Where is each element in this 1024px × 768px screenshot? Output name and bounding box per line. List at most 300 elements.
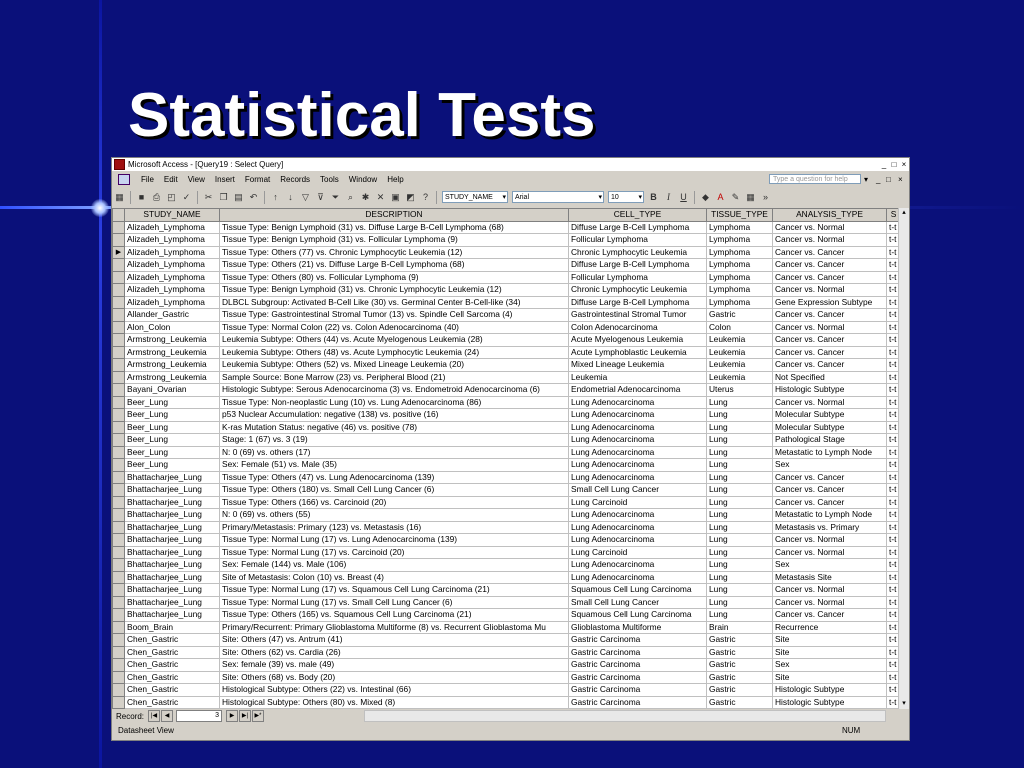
cell-description[interactable]: K-ras Mutation Status: negative (46) vs. positive (78) bbox=[220, 421, 569, 434]
cell-study-name[interactable]: Bhattacharjee_Lung bbox=[125, 534, 220, 547]
cell-s[interactable]: t-t bbox=[887, 646, 901, 659]
row-selector[interactable] bbox=[113, 484, 125, 497]
cell-analysis-type[interactable]: Cancer vs. Cancer bbox=[773, 484, 887, 497]
cell-s[interactable]: t-t bbox=[887, 509, 901, 522]
cell-s[interactable]: t-t bbox=[887, 559, 901, 572]
cell-cell-type[interactable]: Squamous Cell Lung Carcinoma bbox=[569, 609, 707, 622]
cell-s[interactable]: t-t bbox=[887, 621, 901, 634]
cell-study-name[interactable]: Bhattacharjee_Lung bbox=[125, 584, 220, 597]
cell-description[interactable]: p53 Nuclear Accumulation: negative (138) vs. positive (16) bbox=[220, 409, 569, 422]
cell-cell-type[interactable]: Diffuse Large B-Cell Lymphoma bbox=[569, 296, 707, 309]
cell-description[interactable]: Site: Others (62) vs. Cardia (26) bbox=[220, 646, 569, 659]
cell-s[interactable]: t-t bbox=[887, 334, 901, 347]
row-selector[interactable] bbox=[113, 321, 125, 334]
cell-cell-type[interactable]: Lung Adenocarcinoma bbox=[569, 571, 707, 584]
cell-description[interactable]: Tissue Type: Others (165) vs. Squamous Cell Lung Carcinoma (21) bbox=[220, 609, 569, 622]
cell-study-name[interactable]: Beer_Lung bbox=[125, 421, 220, 434]
cell-tissue-type[interactable]: Lung bbox=[707, 609, 773, 622]
cell-description[interactable]: Tissue Type: Normal Colon (22) vs. Colon Adenocarcinoma (40) bbox=[220, 321, 569, 334]
cell-description[interactable]: N: 0 (69) vs. others (17) bbox=[220, 446, 569, 459]
cell-tissue-type[interactable]: Gastric bbox=[707, 671, 773, 684]
bold-button[interactable]: B bbox=[650, 191, 657, 202]
cell-s[interactable]: t-t bbox=[887, 446, 901, 459]
cell-analysis-type[interactable]: Cancer vs. Cancer bbox=[773, 609, 887, 622]
cell-s[interactable]: t-t bbox=[887, 296, 901, 309]
table-row[interactable] bbox=[113, 446, 901, 459]
cell-s[interactable]: t-t bbox=[887, 609, 901, 622]
row-selector[interactable] bbox=[113, 434, 125, 447]
table-row[interactable] bbox=[113, 584, 901, 597]
cell-description[interactable]: Sex: Female (144) vs. Male (106) bbox=[220, 559, 569, 572]
table-row[interactable] bbox=[113, 234, 901, 247]
cell-analysis-type[interactable]: Cancer vs. Normal bbox=[773, 596, 887, 609]
cell-analysis-type[interactable]: Cancer vs. Normal bbox=[773, 534, 887, 547]
cell-analysis-type[interactable]: Site bbox=[773, 646, 887, 659]
cell-study-name[interactable]: Armstrong_Leukemia bbox=[125, 346, 220, 359]
table-row[interactable] bbox=[113, 371, 901, 384]
cell-s[interactable]: t-t bbox=[887, 271, 901, 284]
cell-cell-type[interactable]: Acute Lymphoblastic Leukemia bbox=[569, 346, 707, 359]
cell-tissue-type[interactable]: Lymphoma bbox=[707, 271, 773, 284]
cell-s[interactable]: t-t bbox=[887, 471, 901, 484]
filter-icon[interactable]: ▽ bbox=[302, 191, 309, 202]
cell-tissue-type[interactable]: Leukemia bbox=[707, 334, 773, 347]
row-selector[interactable] bbox=[113, 696, 125, 709]
table-row[interactable] bbox=[113, 221, 901, 234]
menu-window[interactable]: Window bbox=[348, 175, 378, 184]
cell-tissue-type[interactable]: Colon bbox=[707, 321, 773, 334]
font-color-icon[interactable]: A bbox=[717, 191, 724, 202]
cell-study-name[interactable]: Bhattacharjee_Lung bbox=[125, 471, 220, 484]
menu-help[interactable]: Help bbox=[387, 175, 404, 184]
cell-description[interactable]: Tissue Type: Normal Lung (17) vs. Carcinoid (20) bbox=[220, 546, 569, 559]
last-record-button[interactable]: ▶| bbox=[239, 710, 251, 722]
column-header-description[interactable]: DESCRIPTION bbox=[220, 209, 569, 222]
cell-tissue-type[interactable]: Lung bbox=[707, 546, 773, 559]
table-row[interactable] bbox=[113, 496, 901, 509]
cell-analysis-type[interactable]: Cancer vs. Cancer bbox=[773, 496, 887, 509]
new-record-icon[interactable]: ✱ bbox=[361, 191, 370, 202]
cell-tissue-type[interactable]: Lymphoma bbox=[707, 221, 773, 234]
cell-description[interactable]: N: 0 (69) vs. others (55) bbox=[220, 509, 569, 522]
font-size-select[interactable]: 10 ▾ bbox=[608, 191, 644, 203]
cell-cell-type[interactable]: Diffuse Large B-Cell Lymphoma bbox=[569, 259, 707, 272]
cell-study-name[interactable]: Boom_Brain bbox=[125, 621, 220, 634]
cell-cell-type[interactable]: Lung Adenocarcinoma bbox=[569, 521, 707, 534]
row-selector[interactable] bbox=[113, 259, 125, 272]
table-row[interactable] bbox=[113, 396, 901, 409]
table-row[interactable] bbox=[113, 484, 901, 497]
cell-study-name[interactable]: Beer_Lung bbox=[125, 396, 220, 409]
cell-analysis-type[interactable]: Metastasis Site bbox=[773, 571, 887, 584]
cell-cell-type[interactable]: Gastric Carcinoma bbox=[569, 684, 707, 697]
cell-analysis-type[interactable]: Cancer vs. Cancer bbox=[773, 359, 887, 372]
next-record-button[interactable]: ▶ bbox=[226, 710, 238, 722]
cell-study-name[interactable]: Beer_Lung bbox=[125, 409, 220, 422]
cell-cell-type[interactable]: Gastric Carcinoma bbox=[569, 634, 707, 647]
cell-cell-type[interactable]: Lung Adenocarcinoma bbox=[569, 559, 707, 572]
close-button[interactable]: × bbox=[901, 160, 907, 169]
cell-tissue-type[interactable]: Lymphoma bbox=[707, 259, 773, 272]
table-row[interactable] bbox=[113, 696, 901, 709]
undo-icon[interactable]: ↶ bbox=[249, 191, 258, 202]
cell-study-name[interactable]: Chen_Gastric bbox=[125, 646, 220, 659]
row-selector[interactable] bbox=[113, 309, 125, 322]
row-selector[interactable] bbox=[113, 571, 125, 584]
cell-s[interactable]: t-t bbox=[887, 546, 901, 559]
cell-analysis-type[interactable]: Metastatic to Lymph Node bbox=[773, 509, 887, 522]
cell-cell-type[interactable]: Gastric Carcinoma bbox=[569, 671, 707, 684]
table-row[interactable] bbox=[113, 346, 901, 359]
cell-description[interactable]: Primary/Metastasis: Primary (123) vs. Metastasis (16) bbox=[220, 521, 569, 534]
cell-tissue-type[interactable]: Lung bbox=[707, 446, 773, 459]
delete-record-icon[interactable]: ✕ bbox=[376, 191, 385, 202]
doc-close-button[interactable]: × bbox=[898, 175, 903, 184]
row-selector[interactable] bbox=[113, 234, 125, 247]
cell-s[interactable]: t-t bbox=[887, 246, 901, 259]
row-selector[interactable] bbox=[113, 284, 125, 297]
cell-cell-type[interactable]: Colon Adenocarcinoma bbox=[569, 321, 707, 334]
cell-analysis-type[interactable]: Cancer vs. Cancer bbox=[773, 309, 887, 322]
row-selector[interactable] bbox=[113, 521, 125, 534]
cell-analysis-type[interactable]: Cancer vs. Cancer bbox=[773, 471, 887, 484]
row-selector[interactable] bbox=[113, 334, 125, 347]
cell-description[interactable]: Tissue Type: Others (47) vs. Lung Adenocarcinoma (139) bbox=[220, 471, 569, 484]
cell-study-name[interactable]: Alizadeh_Lymphoma bbox=[125, 246, 220, 259]
cell-study-name[interactable]: Bhattacharjee_Lung bbox=[125, 521, 220, 534]
maximize-button[interactable]: □ bbox=[891, 160, 897, 169]
cell-s[interactable]: t-t bbox=[887, 671, 901, 684]
cell-analysis-type[interactable]: Cancer vs. Normal bbox=[773, 321, 887, 334]
cell-cell-type[interactable]: Gastric Carcinoma bbox=[569, 659, 707, 672]
gridlines-icon[interactable]: ▦ bbox=[746, 191, 755, 202]
cell-description[interactable]: Tissue Type: Others (180) vs. Small Cell Lung Cancer (6) bbox=[220, 484, 569, 497]
cell-analysis-type[interactable]: Cancer vs. Cancer bbox=[773, 334, 887, 347]
row-selector[interactable] bbox=[113, 446, 125, 459]
cell-cell-type[interactable]: Gastric Carcinoma bbox=[569, 696, 707, 709]
cell-study-name[interactable]: Alizadeh_Lymphoma bbox=[125, 259, 220, 272]
cell-tissue-type[interactable]: Lung bbox=[707, 434, 773, 447]
cell-tissue-type[interactable]: Gastric bbox=[707, 696, 773, 709]
row-selector[interactable] bbox=[113, 684, 125, 697]
cell-cell-type[interactable]: Small Cell Lung Cancer bbox=[569, 596, 707, 609]
cell-tissue-type[interactable]: Lymphoma bbox=[707, 246, 773, 259]
table-row[interactable] bbox=[113, 334, 901, 347]
cell-tissue-type[interactable]: Lung bbox=[707, 571, 773, 584]
cell-tissue-type[interactable]: Lung bbox=[707, 596, 773, 609]
table-row[interactable] bbox=[113, 359, 901, 372]
help-search-input[interactable]: Type a question for help bbox=[769, 174, 861, 184]
menu-file[interactable]: File bbox=[141, 175, 154, 184]
print-preview-icon[interactable]: ◰ bbox=[167, 191, 176, 202]
row-selector[interactable] bbox=[113, 509, 125, 522]
cell-cell-type[interactable]: Lung Adenocarcinoma bbox=[569, 409, 707, 422]
font-select[interactable]: Arial ▾ bbox=[512, 191, 604, 203]
cell-s[interactable]: t-t bbox=[887, 634, 901, 647]
cell-study-name[interactable]: Beer_Lung bbox=[125, 434, 220, 447]
cell-description[interactable]: Leukemia Subtype: Others (44) vs. Acute Myelogenous Leukemia (28) bbox=[220, 334, 569, 347]
cell-study-name[interactable]: Bhattacharjee_Lung bbox=[125, 571, 220, 584]
cell-study-name[interactable]: Bhattacharjee_Lung bbox=[125, 546, 220, 559]
cell-study-name[interactable]: Armstrong_Leukemia bbox=[125, 334, 220, 347]
cell-analysis-type[interactable]: Cancer vs. Normal bbox=[773, 396, 887, 409]
cell-cell-type[interactable]: Lung Adenocarcinoma bbox=[569, 471, 707, 484]
cell-study-name[interactable]: Alizadeh_Lymphoma bbox=[125, 271, 220, 284]
cell-description[interactable]: Tissue Type: Non-neoplastic Lung (10) vs. Lung Adenocarcinoma (86) bbox=[220, 396, 569, 409]
table-row[interactable] bbox=[113, 246, 901, 259]
cell-analysis-type[interactable]: Sex bbox=[773, 659, 887, 672]
cell-description[interactable]: Tissue Type: Gastrointestinal Stromal Tumor (13) vs. Spindle Cell Sarcoma (4) bbox=[220, 309, 569, 322]
cell-study-name[interactable]: Bhattacharjee_Lung bbox=[125, 559, 220, 572]
cell-s[interactable]: t-t bbox=[887, 384, 901, 397]
cell-study-name[interactable]: Chen_Gastric bbox=[125, 684, 220, 697]
cell-study-name[interactable]: Chen_Gastric bbox=[125, 634, 220, 647]
cell-s[interactable]: t-t bbox=[887, 584, 901, 597]
cell-s[interactable]: t-t bbox=[887, 371, 901, 384]
cell-s[interactable]: t-t bbox=[887, 259, 901, 272]
row-selector[interactable] bbox=[113, 559, 125, 572]
cell-s[interactable]: t-t bbox=[887, 496, 901, 509]
cell-s[interactable]: t-t bbox=[887, 321, 901, 334]
cell-description[interactable]: Leukemia Subtype: Others (52) vs. Mixed Lineage Leukemia (20) bbox=[220, 359, 569, 372]
cell-description[interactable]: Leukemia Subtype: Others (48) vs. Acute Lymphocytic Leukemia (24) bbox=[220, 346, 569, 359]
cell-s[interactable]: t-t bbox=[887, 421, 901, 434]
table-row[interactable] bbox=[113, 684, 901, 697]
fill-color-icon[interactable]: ◆ bbox=[702, 191, 709, 202]
cell-cell-type[interactable]: Lung Carcinoid bbox=[569, 496, 707, 509]
cell-study-name[interactable]: Alizadeh_Lymphoma bbox=[125, 296, 220, 309]
table-row[interactable] bbox=[113, 384, 901, 397]
cell-description[interactable]: Histologic Subtype: Serous Adenocarcinoma (3) vs. Endometroid Adenocarcinoma (6) bbox=[220, 384, 569, 397]
cell-study-name[interactable]: Allander_Gastric bbox=[125, 309, 220, 322]
save-icon[interactable]: ■ bbox=[138, 191, 145, 202]
table-row[interactable] bbox=[113, 409, 901, 422]
cell-tissue-type[interactable]: Lung bbox=[707, 484, 773, 497]
cell-tissue-type[interactable]: Leukemia bbox=[707, 346, 773, 359]
current-row-indicator-icon[interactable]: ▶ bbox=[113, 246, 125, 259]
cell-analysis-type[interactable]: Histologic Subtype bbox=[773, 696, 887, 709]
table-row[interactable] bbox=[113, 459, 901, 472]
table-row[interactable] bbox=[113, 321, 901, 334]
cell-tissue-type[interactable]: Lung bbox=[707, 534, 773, 547]
cell-s[interactable]: t-t bbox=[887, 684, 901, 697]
sort-descending-icon[interactable]: ↓ bbox=[288, 191, 293, 202]
cell-study-name[interactable]: Chen_Gastric bbox=[125, 696, 220, 709]
cell-study-name[interactable]: Alizadeh_Lymphoma bbox=[125, 284, 220, 297]
cell-analysis-type[interactable]: Cancer vs. Normal bbox=[773, 234, 887, 247]
cell-analysis-type[interactable]: Cancer vs. Normal bbox=[773, 221, 887, 234]
cell-tissue-type[interactable]: Lung bbox=[707, 559, 773, 572]
row-selector[interactable] bbox=[113, 584, 125, 597]
cell-study-name[interactable]: Beer_Lung bbox=[125, 459, 220, 472]
cell-tissue-type[interactable]: Lung bbox=[707, 521, 773, 534]
italic-button[interactable]: I bbox=[667, 191, 670, 202]
table-row[interactable] bbox=[113, 671, 901, 684]
row-selector[interactable] bbox=[113, 346, 125, 359]
cell-study-name[interactable]: Alizadeh_Lymphoma bbox=[125, 221, 220, 234]
cell-analysis-type[interactable]: Cancer vs. Cancer bbox=[773, 259, 887, 272]
cell-analysis-type[interactable]: Molecular Subtype bbox=[773, 409, 887, 422]
cell-tissue-type[interactable]: Gastric bbox=[707, 309, 773, 322]
cell-study-name[interactable]: Bhattacharjee_Lung bbox=[125, 484, 220, 497]
cell-cell-type[interactable]: Lung Adenocarcinoma bbox=[569, 396, 707, 409]
row-selector[interactable] bbox=[113, 471, 125, 484]
cell-tissue-type[interactable]: Lung bbox=[707, 396, 773, 409]
column-header-cell-type[interactable]: CELL_TYPE bbox=[569, 209, 707, 222]
sort-ascending-icon[interactable]: ↑ bbox=[273, 191, 278, 202]
cell-description[interactable]: Site of Metastasis: Colon (10) vs. Breast (4) bbox=[220, 571, 569, 584]
cell-analysis-type[interactable]: Site bbox=[773, 634, 887, 647]
cell-description[interactable]: Site: Others (47) vs. Antrum (41) bbox=[220, 634, 569, 647]
cell-analysis-type[interactable]: Cancer vs. Normal bbox=[773, 546, 887, 559]
cell-description[interactable]: Tissue Type: Benign Lymphoid (31) vs. Diffuse Large B-Cell Lymphoma (68) bbox=[220, 221, 569, 234]
cell-analysis-type[interactable]: Cancer vs. Normal bbox=[773, 284, 887, 297]
minimize-button[interactable]: _ bbox=[881, 160, 887, 169]
cell-study-name[interactable]: Alizadeh_Lymphoma bbox=[125, 234, 220, 247]
menu-view[interactable]: View bbox=[187, 175, 205, 184]
table-row[interactable] bbox=[113, 434, 901, 447]
table-row[interactable] bbox=[113, 421, 901, 434]
cell-s[interactable]: t-t bbox=[887, 221, 901, 234]
cell-cell-type[interactable]: Mixed Lineage Leukemia bbox=[569, 359, 707, 372]
menu-insert[interactable]: Insert bbox=[214, 175, 235, 184]
cell-tissue-type[interactable]: Lung bbox=[707, 409, 773, 422]
cell-description[interactable]: Stage: 1 (67) vs. 3 (19) bbox=[220, 434, 569, 447]
cell-cell-type[interactable]: Diffuse Large B-Cell Lymphoma bbox=[569, 221, 707, 234]
cell-cell-type[interactable]: Gastrointestinal Stromal Tumor bbox=[569, 309, 707, 322]
cell-analysis-type[interactable]: Sex bbox=[773, 559, 887, 572]
cell-description[interactable]: Tissue Type: Benign Lymphoid (31) vs. Chronic Lymphocytic Leukemia (12) bbox=[220, 284, 569, 297]
cell-description[interactable]: Histological Subtype: Others (80) vs. Mixed (8) bbox=[220, 696, 569, 709]
cell-tissue-type[interactable]: Gastric bbox=[707, 646, 773, 659]
cell-cell-type[interactable]: Glioblastoma Multiforme bbox=[569, 621, 707, 634]
filter-form-icon[interactable]: ⊽ bbox=[317, 191, 324, 202]
row-selector[interactable] bbox=[113, 371, 125, 384]
table-row[interactable] bbox=[113, 509, 901, 522]
table-row[interactable] bbox=[113, 609, 901, 622]
row-selector[interactable] bbox=[113, 459, 125, 472]
cell-analysis-type[interactable]: Cancer vs. Normal bbox=[773, 584, 887, 597]
previous-record-button[interactable]: ◀ bbox=[161, 710, 173, 722]
cell-tissue-type[interactable]: Leukemia bbox=[707, 371, 773, 384]
row-selector[interactable] bbox=[113, 296, 125, 309]
row-selector[interactable] bbox=[113, 659, 125, 672]
table-row[interactable] bbox=[113, 546, 901, 559]
cell-tissue-type[interactable]: Gastric bbox=[707, 634, 773, 647]
cell-analysis-type[interactable]: Recurrence bbox=[773, 621, 887, 634]
cell-description[interactable]: DLBCL Subgroup: Activated B-Cell Like (30) vs. Germinal Center B-Cell-like (34) bbox=[220, 296, 569, 309]
cell-cell-type[interactable]: Small Cell Lung Cancer bbox=[569, 484, 707, 497]
cell-description[interactable]: Tissue Type: Others (166) vs. Carcinoid (20) bbox=[220, 496, 569, 509]
cell-cell-type[interactable]: Lung Carcinoid bbox=[569, 546, 707, 559]
table-row[interactable] bbox=[113, 559, 901, 572]
cell-study-name[interactable]: Armstrong_Leukemia bbox=[125, 359, 220, 372]
cell-s[interactable]: t-t bbox=[887, 459, 901, 472]
cell-s[interactable]: t-t bbox=[887, 359, 901, 372]
row-selector[interactable] bbox=[113, 546, 125, 559]
cell-description[interactable]: Histological Subtype: Others (22) vs. Intestinal (66) bbox=[220, 684, 569, 697]
database-window-icon[interactable]: ▣ bbox=[391, 191, 400, 202]
cell-description[interactable]: Sex: Female (51) vs. Male (35) bbox=[220, 459, 569, 472]
column-header-tissue-type[interactable]: TISSUE_TYPE bbox=[707, 209, 773, 222]
cell-cell-type[interactable]: Squamous Cell Lung Carcinoma bbox=[569, 584, 707, 597]
row-selector[interactable] bbox=[113, 671, 125, 684]
cell-cell-type[interactable]: Acute Myelogenous Leukemia bbox=[569, 334, 707, 347]
row-selector[interactable] bbox=[113, 621, 125, 634]
help-icon[interactable]: ? bbox=[422, 191, 428, 202]
table-row[interactable] bbox=[113, 621, 901, 634]
table-row[interactable] bbox=[113, 646, 901, 659]
row-selector[interactable] bbox=[113, 609, 125, 622]
cell-analysis-type[interactable]: Histologic Subtype bbox=[773, 384, 887, 397]
cell-tissue-type[interactable]: Gastric bbox=[707, 659, 773, 672]
find-icon[interactable]: ⌕ bbox=[347, 191, 354, 202]
cell-s[interactable]: t-t bbox=[887, 571, 901, 584]
cut-icon[interactable]: ✂ bbox=[204, 191, 213, 202]
table-row[interactable] bbox=[113, 271, 901, 284]
menu-edit[interactable]: Edit bbox=[163, 175, 178, 184]
scroll-down-icon[interactable]: ▾ bbox=[902, 700, 906, 707]
cell-analysis-type[interactable]: Cancer vs. Cancer bbox=[773, 271, 887, 284]
row-selector[interactable] bbox=[113, 534, 125, 547]
cell-analysis-type[interactable]: Cancer vs. Cancer bbox=[773, 246, 887, 259]
field-select[interactable]: STUDY_NAME ▾ bbox=[442, 191, 508, 203]
row-selector[interactable] bbox=[113, 271, 125, 284]
row-selector[interactable] bbox=[113, 384, 125, 397]
apply-filter-icon[interactable]: ⏷ bbox=[331, 191, 340, 202]
cell-study-name[interactable]: Beer_Lung bbox=[125, 446, 220, 459]
cell-s[interactable]: t-t bbox=[887, 234, 901, 247]
cell-s[interactable]: t-t bbox=[887, 284, 901, 297]
doc-restore-button[interactable]: □ bbox=[886, 175, 891, 184]
cell-study-name[interactable]: Bhattacharjee_Lung bbox=[125, 609, 220, 622]
table-row[interactable] bbox=[113, 309, 901, 322]
cell-tissue-type[interactable]: Lymphoma bbox=[707, 234, 773, 247]
row-selector[interactable] bbox=[113, 596, 125, 609]
menu-tools[interactable]: Tools bbox=[320, 175, 339, 184]
underline-button[interactable]: U bbox=[680, 191, 687, 202]
cell-cell-type[interactable]: Follicular Lymphoma bbox=[569, 271, 707, 284]
cell-analysis-type[interactable]: Not Specified bbox=[773, 371, 887, 384]
doc-minimize-button[interactable]: _ bbox=[876, 175, 881, 184]
cell-cell-type[interactable]: Lung Adenocarcinoma bbox=[569, 421, 707, 434]
row-selector[interactable] bbox=[113, 496, 125, 509]
cell-tissue-type[interactable]: Lung bbox=[707, 509, 773, 522]
line-color-icon[interactable]: ✎ bbox=[731, 191, 740, 202]
record-number-input[interactable]: 3 bbox=[176, 710, 222, 722]
cell-s[interactable]: t-t bbox=[887, 534, 901, 547]
table-row[interactable] bbox=[113, 659, 901, 672]
cell-study-name[interactable]: Armstrong_Leukemia bbox=[125, 371, 220, 384]
cell-study-name[interactable]: Bhattacharjee_Lung bbox=[125, 496, 220, 509]
row-selector[interactable] bbox=[113, 221, 125, 234]
cell-s[interactable]: t-t bbox=[887, 434, 901, 447]
cell-analysis-type[interactable]: Histologic Subtype bbox=[773, 684, 887, 697]
row-selector[interactable] bbox=[113, 634, 125, 647]
cell-tissue-type[interactable]: Uterus bbox=[707, 384, 773, 397]
row-selector[interactable] bbox=[113, 359, 125, 372]
cell-description[interactable]: Tissue Type: Others (80) vs. Follicular Lymphoma (9) bbox=[220, 271, 569, 284]
cell-study-name[interactable]: Chen_Gastric bbox=[125, 659, 220, 672]
cell-analysis-type[interactable]: Pathological Stage bbox=[773, 434, 887, 447]
cell-tissue-type[interactable]: Lymphoma bbox=[707, 296, 773, 309]
cell-cell-type[interactable]: Gastric Carcinoma bbox=[569, 646, 707, 659]
cell-tissue-type[interactable]: Brain bbox=[707, 621, 773, 634]
cell-description[interactable]: Primary/Recurrent: Primary Glioblastoma Multiforme (8) vs. Recurrent Glioblastoma Mu bbox=[220, 621, 569, 634]
cell-description[interactable]: Tissue Type: Others (77) vs. Chronic Lymphocytic Leukemia (12) bbox=[220, 246, 569, 259]
table-row[interactable] bbox=[113, 534, 901, 547]
table-row[interactable] bbox=[113, 284, 901, 297]
